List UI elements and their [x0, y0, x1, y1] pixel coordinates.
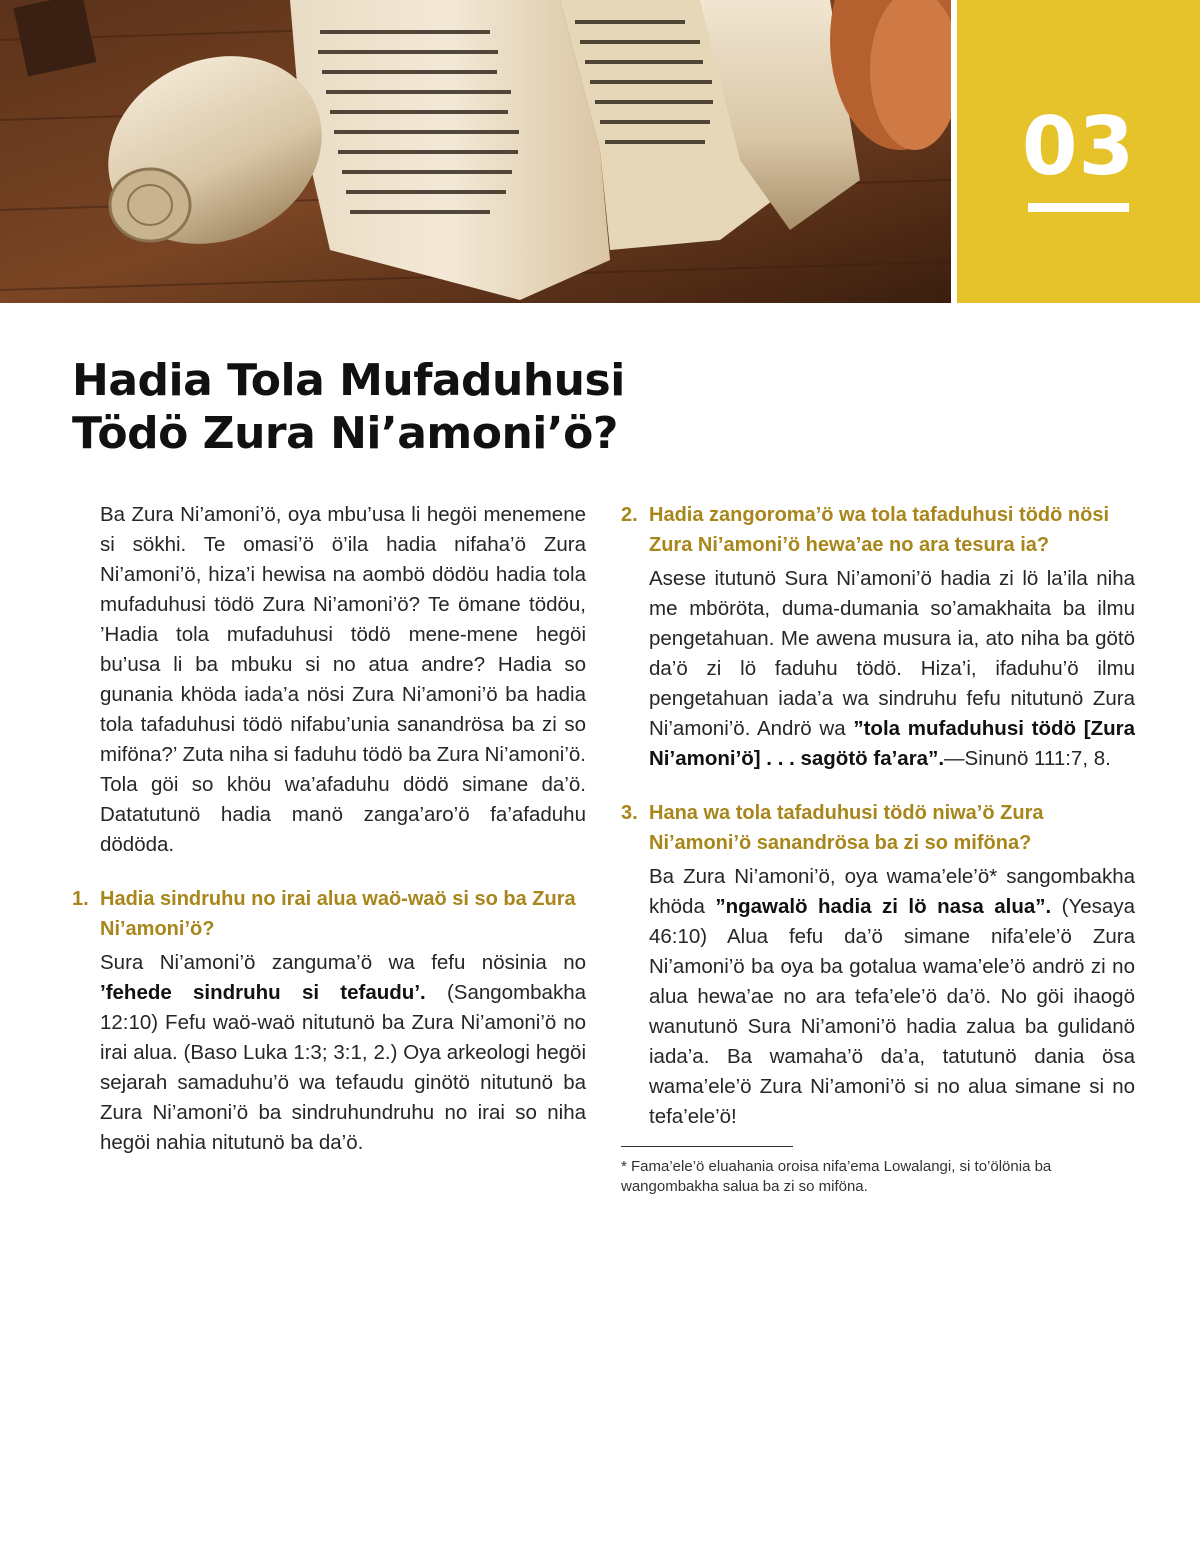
- answer-2: [621, 564, 1135, 774]
- intro-paragraph: Ba Zura Ni’amoni’ö, oya mbu’usa li hegöi menemene si sökhi. Te omasi’ö ö’ila hadia nifaha’ö Zura Ni’amoni’ö, hiza’i hewisa na aombö dödöu hadia tola mufaduhusi tödö Zura Ni’amoni’ö? Te ömane tödöu, ’Hadia tola mufaduhusi tödö mene-mene hegöi bu’usa li ba mbuku si no atua andre? Hadia so gunania khöda iada’a nösi Zura Ni’amoni’ö ba hadia tola tafaduhusi tödö nifabu’unia sanandrösa ba zi so miföna?’ Zuta niha si faduhu tödö ba Zura Ni’amoni’ö. Tola göi so khöu wa’afaduhu dödö simane da’ö. Datatutunö hadia manö zanga’aro’ö fa’afaduhu dödöda.: [100, 503, 586, 856]
- answer-2-emphasis: ”tola mufaduhusi tödö [Zura Ni’amoni’ö] . . . sagötö fa’ara”.: [649, 717, 1136, 770]
- question-3-number: 3.: [621, 802, 638, 824]
- lesson-number: 03: [1021, 100, 1136, 193]
- question-1-text: Hadia sindruhu no irai alua waö-waö si so ba Zura Ni’amoni’ö?: [100, 888, 576, 940]
- answer-2-text: Asese itutunö Sura Ni’amoni’ö hadia zi lö la’ila niha me mböröta, duma-dumania so’amakhaita ba ilmu pengetahuan. Me awena musura ia, ato niha ba götö da’ö zi lö faduhu tödö. Hiza’i, ifaduhu’ö ilmu pengetahuan iada’a wa sindruhu fefu nitutunö Zura Ni’amoni’ö. Andrö wa: [649, 567, 1135, 740]
- answer-2-text-end: —Sinunö 111:7, 8.: [944, 747, 1111, 770]
- answer-1-emphasis: ’fehede sindruhu si tefaudu’.: [100, 981, 426, 1004]
- answer-1-text-end: (Sangombakha 12:10) Fefu waö-waö nitutunö ba Zura Ni’amoni’ö no irai alua. (Baso Luka 1:3; 3:1, 2.) Oya arkeologi hegöi sejarah samaduhu’ö wa tefaudu ginötö nitutunö ba Zura Ni’amoni’ö ba sindruhundruhu no irai so niha hegöi nahia nitutunö ba da’ö.: [100, 981, 587, 1154]
- right-column: [621, 500, 1135, 1197]
- question-3-text: Hana wa tola tafaduhusi tödö niwa’ö Zura Ni’amoni’ö sanandrösa ba zi so miföna?: [649, 802, 1044, 854]
- footnote: * Fama’ele’ö eluahania oroisa nifa’ema Lowalangi, si to’ölönia ba wangombakha salua ba zi so miföna.: [621, 1158, 1052, 1195]
- footnote-divider: [621, 1146, 793, 1147]
- question-3: [621, 798, 1135, 858]
- answer-1-text: Sura Ni’amoni’ö zanguma’ö wa fefu nösinia no: [100, 951, 586, 974]
- title-line-1: Hadia Tola Mufaduhusi: [72, 355, 625, 406]
- question-1-number: 1.: [72, 888, 89, 910]
- header-image: [0, 0, 951, 303]
- answer-1: [72, 948, 586, 1158]
- scrolls-illustration: [0, 0, 951, 303]
- page-title: [72, 354, 692, 460]
- answer-3: [621, 862, 1135, 1132]
- lesson-number-box: [957, 0, 1200, 303]
- question-2-number: 2.: [621, 504, 638, 526]
- answer-3-emphasis: ”ngawalö hadia zi lö nasa alua”.: [715, 895, 1052, 918]
- lesson-number-underline: [1028, 203, 1129, 212]
- left-column: [72, 500, 586, 1158]
- answer-3-text-end: (Yesaya 46:10) Alua fefu da’ö simane nifa’ele’ö Zura Ni’amoni’ö ba oya ba gotalua wama’ele’ö andrö zi no alua hewa’ae no ara tefa’ele’ö da’ö. No göi ihaogö wanutunö Sura Ni’amoni’ö hadia zalua ba gulidanö iada’a. Ba wamaha’ö da’a, tatutunö dania ösa wama’ele’ö Zura Ni’amoni’ö si no alua simane si no tefa’ele’ö!: [649, 895, 1135, 1128]
- question-1: [72, 884, 586, 944]
- answer-3-text: Ba Zura Ni’amoni’ö, oya wama’ele’ö* sangombakha khöda: [649, 865, 1135, 918]
- title-line-2: Tödö Zura Ni’amoni’ö?: [72, 408, 618, 459]
- question-2: [621, 500, 1135, 560]
- question-2-text: Hadia zangoroma’ö wa tola tafaduhusi tödö nösi Zura Ni’amoni’ö hewa’ae no ara tesura ia?: [649, 504, 1110, 556]
